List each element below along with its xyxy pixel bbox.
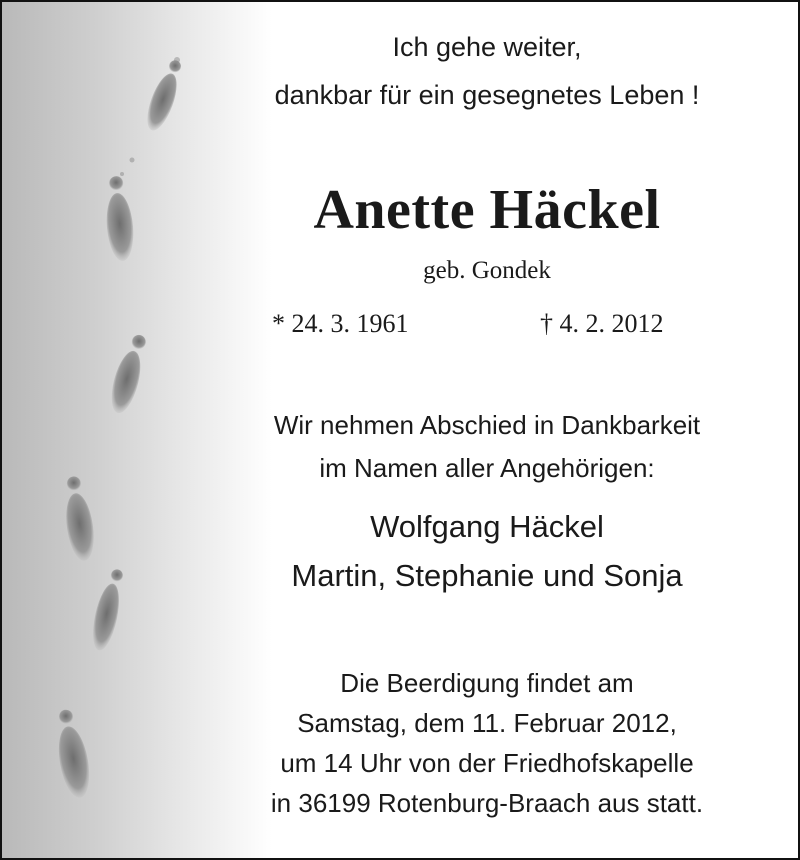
birth-date: * 24. 3. 1961 bbox=[272, 309, 409, 338]
farewell-line-2: im Namen aller Angehörigen: bbox=[319, 453, 655, 483]
funeral-line-3: um 14 Uhr von der Friedhofskapelle bbox=[280, 748, 694, 778]
funeral-line-1: Die Beerdigung findet am bbox=[340, 668, 634, 698]
farewell-line-1: Wir nehmen Abschied in Dankbarkeit bbox=[273, 410, 701, 440]
obituary-text bbox=[202, 2, 772, 858]
funeral-line-2: Samstag, dem 11. Februar 2012, bbox=[297, 708, 677, 738]
family-line-2: Martin, Stephanie und Sonja bbox=[291, 558, 683, 593]
funeral-line-4: in 36199 Rotenburg-Braach aus statt. bbox=[270, 788, 704, 818]
family-line-1: Wolfgang Häckel bbox=[370, 509, 604, 544]
life-dates bbox=[202, 309, 772, 343]
deceased-name: Anette Häckel bbox=[313, 179, 661, 241]
motto-line-1: Ich gehe weiter, bbox=[392, 32, 582, 62]
maiden-name: geb. Gondek bbox=[423, 257, 551, 284]
death-date: † 4. 2. 2012 bbox=[540, 309, 664, 338]
motto-line-2: dankbar für ein gesegnetes Leben ! bbox=[274, 80, 700, 110]
